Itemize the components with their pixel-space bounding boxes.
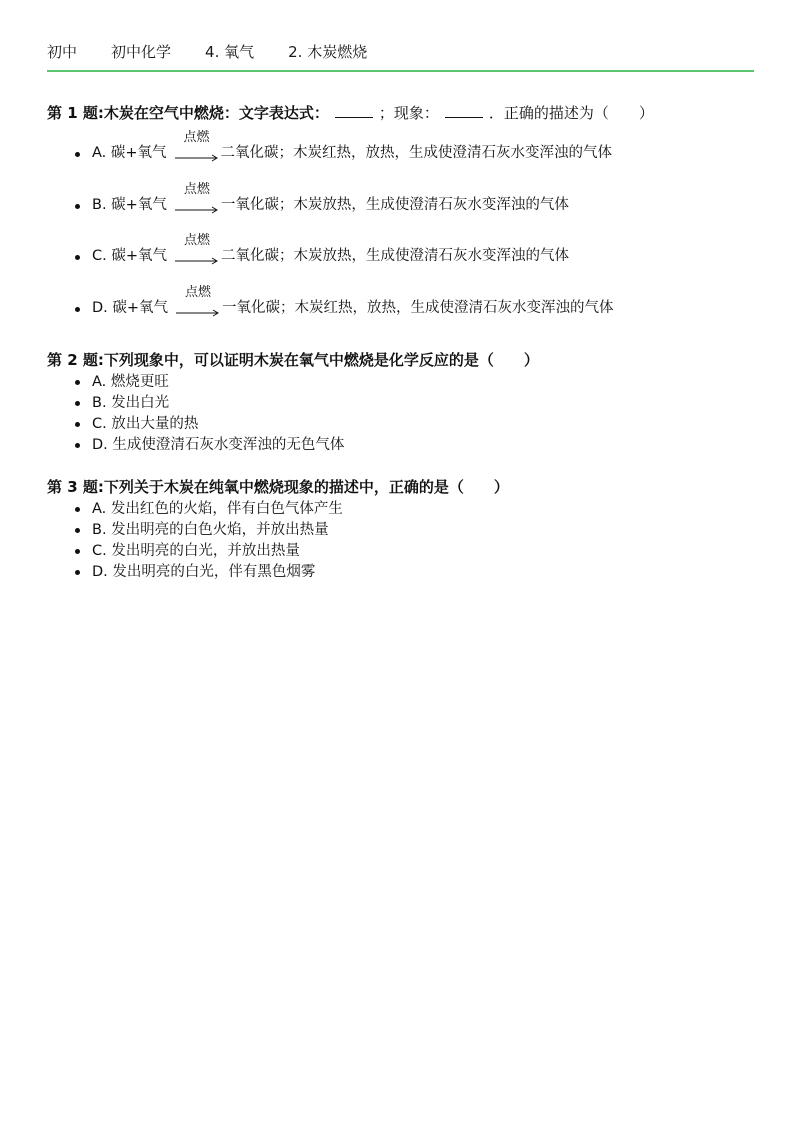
question-3-option-b[interactable]: B. 发出明亮的白色火焰，并放出热量 [47, 520, 767, 541]
option-reactants: A. 碳+氧气 [92, 145, 167, 161]
question-3-option-c[interactable]: C. 发出明亮的白光，并放出热量 [47, 541, 767, 562]
header-divider [47, 70, 754, 72]
option-description: 二氧化碳；木炭红热，放热，生成使澄清石灰水变浑浊的气体 [220, 145, 613, 161]
question-2 [47, 348, 767, 456]
answer-blank-1[interactable] [335, 103, 373, 118]
reaction-arrow-icon [176, 284, 220, 318]
question-3 [47, 475, 767, 583]
option-reactants: C. 碳+氧气 [92, 248, 167, 264]
question-1-stem-c: ．正确的描述为（ ） [488, 104, 654, 122]
question-1-label: 第 1 题: [47, 104, 104, 122]
question-1-stem-a: 木炭在空气中燃烧：文字表达式： [103, 104, 329, 122]
question-3-stem: 下列关于木炭在纯氧中燃烧现象的描述中，正确的是（ ） [103, 478, 509, 496]
question-2-title [47, 348, 767, 372]
question-2-option-d[interactable]: D. 生成使澄清石灰水变浑浊的无色气体 [47, 435, 767, 456]
breadcrumb-chapter[interactable]: 4. 氧气 [205, 42, 255, 61]
option-description: 一氧化碳；木炭红热，放热，生成使澄清石灰水变浑浊的气体 [222, 299, 614, 316]
question-3-option-d[interactable]: D. 发出明亮的白光，伴有黑色烟雾 [47, 562, 767, 583]
question-1-option-a[interactable] [47, 125, 767, 177]
breadcrumb-subject[interactable]: 初中化学 [111, 42, 172, 61]
reaction-condition: 点燃 [185, 284, 212, 300]
question-3-options [47, 499, 767, 583]
question-1-option-d[interactable] [47, 280, 767, 332]
question-2-option-a[interactable]: A. 燃烧更旺 [47, 372, 767, 393]
question-1-options [47, 125, 767, 331]
question-2-label: 第 2 题: [47, 351, 104, 369]
breadcrumb-level-1[interactable]: 初中 [47, 42, 78, 61]
breadcrumb [47, 38, 401, 64]
question-1-option-c[interactable] [47, 228, 767, 280]
question-3-title [47, 475, 767, 499]
question-2-options [47, 372, 767, 456]
option-reactants: D. 碳+氧气 [92, 299, 169, 316]
option-description: 二氧化碳；木炭放热，生成使澄清石灰水变浑浊的气体 [221, 248, 569, 264]
breadcrumb-section[interactable]: 2. 木炭燃烧 [288, 42, 368, 61]
question-3-option-a[interactable]: A. 发出红色的火焰，伴有白色气体产生 [47, 499, 767, 520]
reaction-condition: 点燃 [183, 181, 210, 197]
question-3-label: 第 3 题: [47, 478, 104, 496]
question-2-option-b[interactable]: B. 发出白光 [47, 393, 767, 414]
reaction-condition: 点燃 [183, 130, 210, 145]
question-1-title [47, 101, 767, 125]
answer-blank-2[interactable] [445, 103, 483, 118]
question-1-option-b[interactable] [47, 177, 767, 229]
option-reactants: B. 碳+氧气 [92, 196, 167, 213]
question-1 [47, 101, 767, 331]
reaction-arrow-icon [175, 233, 219, 266]
reaction-arrow-icon [175, 181, 219, 215]
question-1-stem-b: ；现象： [378, 104, 439, 122]
question-2-stem: 下列现象中，可以证明木炭在氧气中燃烧是化学反应的是（ ） [103, 351, 539, 369]
reaction-arrow-icon [175, 130, 219, 163]
option-description: 一氧化碳；木炭放热，生成使澄清石灰水变浑浊的气体 [220, 196, 569, 213]
reaction-condition: 点燃 [183, 233, 210, 248]
question-2-option-c[interactable]: C. 放出大量的热 [47, 414, 767, 435]
